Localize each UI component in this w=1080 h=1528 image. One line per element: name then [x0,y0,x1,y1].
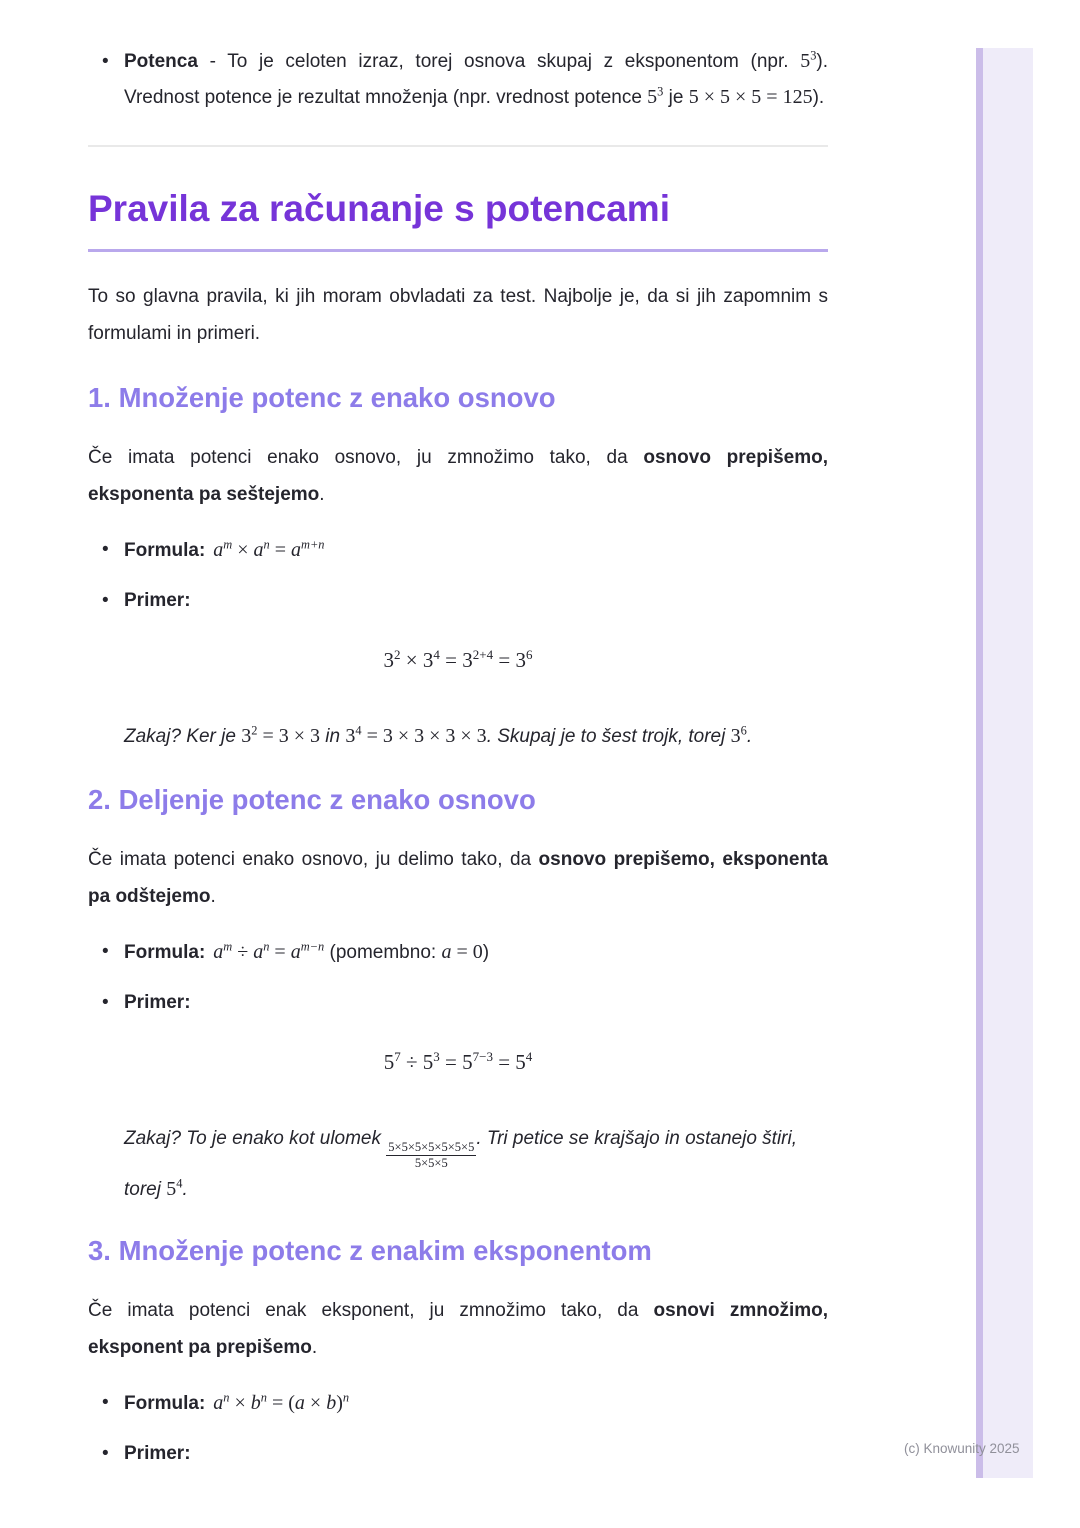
definition-text: ). [812,86,825,108]
definition-text: je [663,86,689,108]
note-text: in [320,726,346,747]
paragraph-text: . [210,886,216,907]
note-text: Zakaj? To je enako kot ulomek [124,1128,387,1149]
formula-expression: $a^n \times b^n = (a \times b)^n$ [213,1390,350,1414]
section-paragraph-2 [88,841,828,915]
section-paragraph-1 [88,439,828,513]
paragraph-bold: osnovo prepišemo, eksponenta pa odštejemo [88,849,828,907]
formula-list-3 [88,1388,828,1469]
note-math: $5^4$ [166,1176,183,1200]
scrollbar-thumb[interactable] [976,48,983,1478]
section-heading-2: 2. Deljenje potenc z enako osnovo [88,784,536,815]
primer-item [88,586,828,616]
bullet-marker: • [102,941,109,962]
note-text: Zakaj? Ker je [124,726,242,747]
multiplication-expression: 5 × 5 × 5 = 125 [688,85,813,108]
paragraph-text: Če imata potenci enako osnovo, ju delimo tako, da [88,849,539,870]
formula-item [88,535,828,566]
note-text: . Skupaj je to šest trojk, torej [486,726,731,747]
definition-text: ). Vrednost potence je rezultat množenja (npr. vrednost potence [124,51,828,108]
section-heading-1: 1. Množenje potenc z enako osnovo [88,382,556,413]
equation-expression: $3^2 \times 3^4 = 3^{2+4} = 3^6$ [383,647,533,672]
note-text: . [182,1178,188,1200]
primer-label: Primer: [124,1442,191,1464]
formula-condition: (pomembno: [324,942,442,963]
note-text: . [746,726,753,747]
display-equation-1 [88,648,828,673]
formula-expression: $a^m \div a^n = a^{m-n}$ [213,939,325,963]
definition-list [88,44,828,115]
formula-list-2 [88,937,828,1018]
primer-label: Primer: [124,590,191,611]
bullet-marker: • [102,539,109,560]
equation-expression: $5^7 \div 5^3 = 5^{7-3} = 5^4$ [383,1049,533,1074]
definition-item-potenca [88,44,828,115]
bullet-marker: • [102,590,109,611]
term-potenca: Potenca [124,51,198,72]
bullet-marker: • [102,1391,109,1413]
formula-expression: $a^m \times a^n = a^{m+n}$ [213,537,325,561]
note-math: $3^2 = 3 \times 3$ [241,723,320,747]
document-content [88,0,828,1489]
note-text: . Tri petice se krajšajo in ostanejo štiri, torej [124,1128,798,1200]
why-note-1 [124,717,828,756]
power-expression: $5^3$ [647,83,664,108]
condition-expression: a = 0 [441,941,483,963]
paragraph-text: . [319,484,325,505]
definition-text: - To je celoten izraz, torej osnova skupaj z eksponentom (npr. [197,51,801,72]
primer-item [88,1439,828,1469]
divider [88,145,828,147]
paragraph-text: . [311,1336,318,1358]
power-expression: $5^3$ [800,48,817,72]
bullet-marker: • [102,992,109,1013]
bullet-marker: • [102,51,109,72]
formula-label: Formula: [124,540,206,561]
scrollbar-track[interactable] [976,48,1033,1478]
formula-condition: ) [482,942,490,963]
intro-paragraph: To so glavna pravila, ki jih moram obvladati za test. Najbolje je, da si jih zapomnim s formulami in primeri. [88,286,828,344]
note-fraction: $\frac{5\times 5\times 5\times 5\times 5\times 5\times 5}{5\times 5\times 5}$ [388,1139,475,1170]
why-note-2 [124,1119,828,1209]
paragraph-text: Če imata potenci enak eksponent, ju zmnožimo tako, da [88,1299,654,1321]
paragraph-bold: osnovi zmnožimo, eksponent pa prepišemo [88,1299,828,1358]
copyright: (c) Knowunity 2025 [904,1441,1020,1456]
display-equation-2 [88,1050,828,1075]
note-math: $3^6$ [730,723,747,747]
note-math: $3^4 = 3 \times 3 \times 3 \times 3$ [345,723,487,747]
page-title: Pravila za računanje s potencami [88,189,828,252]
paragraph-text: Če imata potenci enako osnovo, ju zmnožimo tako, da [88,447,644,468]
primer-item [88,988,828,1018]
formula-label: Formula: [124,942,206,963]
bullet-marker: • [102,1442,109,1464]
formula-list-1 [88,535,828,616]
section-heading-3: 3. Množenje potenc z enakim eksponentom [88,1234,652,1266]
paragraph-bold: osnovo prepišemo, eksponenta pa seštejemo [88,447,829,505]
formula-label: Formula: [124,1392,206,1414]
primer-label: Primer: [124,992,191,1013]
formula-item [88,937,828,968]
formula-item [88,1388,828,1419]
section-paragraph-3 [88,1292,828,1366]
